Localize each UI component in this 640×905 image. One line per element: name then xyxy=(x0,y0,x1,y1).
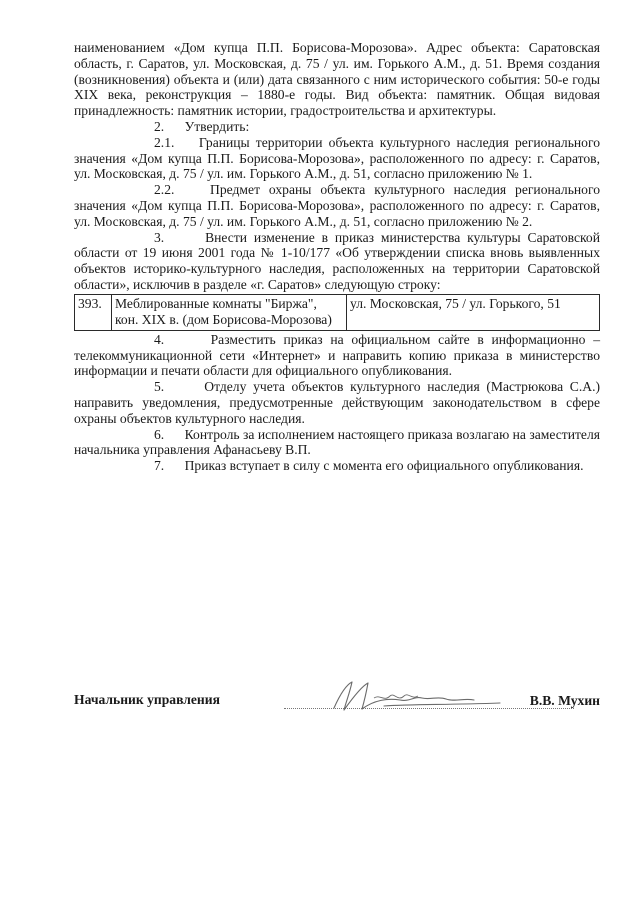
paragraph-7-text: Приказ вступает в силу с момента его официального опубликования. xyxy=(184,458,584,474)
paragraph-2-number: 2. xyxy=(154,118,165,134)
paragraph-3 xyxy=(74,230,600,293)
signature-block xyxy=(74,690,600,730)
table-row xyxy=(75,294,600,330)
paragraph-2-1-text: Границы территории объекта культурного наследия регионального значения «Дом купца П.П. Борисова-Морозова», расположенного по адресу: г. Саратов, ул. Московская, д. 75 / ул. им. Горького А.М., д. 51, согласно приложению № 1. xyxy=(74,134,600,182)
paragraph-5-text: Отделу учета объектов культурного наследия (Мастрюкова С.А.) направить уведомления, предусмотренные действующим законодательством в сфере охраны объектов культурного наследия. xyxy=(74,379,600,426)
paragraph-6 xyxy=(74,427,600,459)
paragraph-7-number: 7. xyxy=(154,458,165,474)
excluded-objects-table xyxy=(74,294,600,331)
paragraph-6-text: Контроль за исполнением настоящего приказа возлагаю на заместителя начальника управления Афанасьеву В.П. xyxy=(74,426,600,458)
paragraph-5 xyxy=(74,379,600,426)
paragraph-2-2 xyxy=(74,182,600,229)
paragraph-2-text: Утвердить: xyxy=(184,118,250,134)
paragraph-7 xyxy=(74,458,600,474)
paragraph-2-2-text: Предмет охраны объекта культурного наследия регионального значения «Дом купца П.П. Борисова-Морозова», расположенного по адресу: г. Саратов, ул. Московская, д. 75 / ул. им. Горького А.М., д. 51, согласно приложению № 2. xyxy=(74,182,601,229)
signatory-name: В.В. Мухин xyxy=(529,693,600,708)
table-cell-object-name: Меблированные комнаты "Биржа", кон. XIX в. (дом Борисова-Морозова) xyxy=(112,294,347,330)
document-body xyxy=(74,40,600,474)
paragraph-6-number: 6. xyxy=(154,426,165,442)
handwritten-signature xyxy=(314,678,514,714)
paragraph-2-1-number: 2.1. xyxy=(154,134,175,150)
paragraph-4-text: Разместить приказ на официальном сайте в информационно – телекоммуникационной сети «Интернет» и направить копию приказа в министерство информации и печати области для официального опубликования. xyxy=(74,331,600,379)
paragraph-2-1 xyxy=(74,135,600,182)
table-cell-number: 393. xyxy=(75,294,112,330)
paragraph-3-number: 3. xyxy=(154,229,165,245)
paragraph-3-text: Внести изменение в приказ министерства культуры Саратовской области от 19 июня 2001 года № 1-10/177 «Об утверждении списка вновь выявленных объектов историко-культурного наследия, расположенных на территории Саратовской области», исключив в разделе «г. Саратов» следующую строку: xyxy=(74,229,600,292)
paragraph-5-number: 5. xyxy=(154,379,165,395)
paragraph-4 xyxy=(74,332,600,379)
paragraph-4-number: 4. xyxy=(154,331,165,347)
paragraph-2-2-number: 2.2. xyxy=(154,182,175,198)
table-cell-address: ул. Московская, 75 / ул. Горького, 51 xyxy=(347,294,600,330)
paragraph-intro: наименованием «Дом купца П.П. Борисова-Морозова». Адрес объекта: Саратовская область, г. Саратов, ул. Московская, д. 75 / ул. им. Горького А.М., д. 51. Время создания (возникновения) объекта и (или) дата связанного с ним исторического события: 50-е годы XIX века, реконструкция – 1880-е годы. Вид объекта: памятник. Общая видовая принадлежность: памятник истории, градостроительства и архитектуры. xyxy=(74,40,600,119)
signatory-position: Начальник управления xyxy=(74,692,220,707)
paragraph-2 xyxy=(74,119,600,135)
